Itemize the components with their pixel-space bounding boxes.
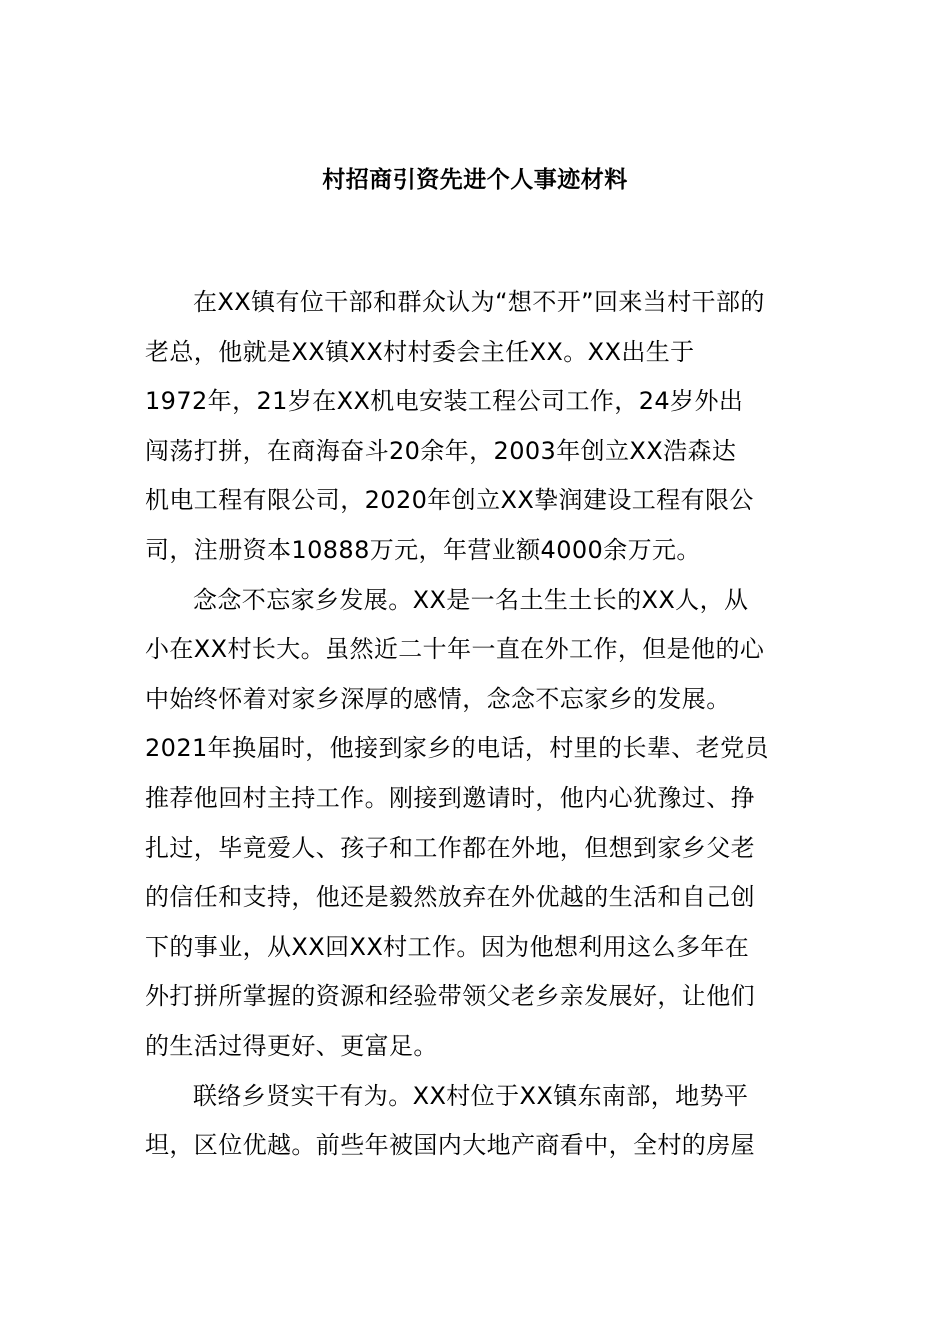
paragraph-line: 扎过，毕竟爱人、孩子和工作都在外地，但想到家乡父老 [145, 833, 755, 862]
paragraph-line: 的信任和支持，他还是毅然放弃在外优越的生活和自己创 [145, 883, 755, 912]
paragraph-line: 司，注册资本10888万元，年营业额4000余万元。 [145, 535, 701, 564]
paragraph-line: 联络乡贤实干有为。XX村位于XX镇东南部，地势平 [193, 1081, 749, 1110]
paragraph-line: 在XX镇有位干部和群众认为“想不开”回来当村干部的 [193, 288, 765, 316]
document-body [145, 278, 817, 1171]
paragraph-line: 老总，他就是XX镇XX村村委会主任XX。XX出生于 [145, 337, 695, 366]
paragraph-line: 的生活过得更好、更富足。 [145, 1031, 438, 1060]
paragraph-line: 中始终怀着对家乡深厚的感情，念念不忘家乡的发展。 [145, 684, 731, 713]
document-title: 村招商引资先进个人事迹材料 [322, 167, 628, 193]
paragraph-line: 闯荡打拼，在商海奋斗20余年，2003年创立XX浩森达 [145, 436, 737, 465]
paragraph-line: 小在XX村长大。虽然近二十年一直在外工作，但是他的心 [145, 635, 765, 664]
paragraph-line: 下的事业，从XX回XX村工作。因为他想利用这么多年在 [145, 932, 750, 961]
paragraph-line: 机电工程有限公司，2020年创立XX挚润建设工程有限公 [145, 486, 754, 515]
paragraph-line: 坦，区位优越。前些年被国内大地产商看中，全村的房屋 [145, 1131, 755, 1160]
paragraph-line: 外打拼所掌握的资源和经验带领父老乡亲发展好，让他们 [145, 982, 755, 1011]
paragraph-line: 推荐他回村主持工作。刚接到邀请时，他内心犹豫过、挣 [145, 783, 755, 812]
paragraph-line: 2021年换届时，他接到家乡的电话，村里的长辈、老党员 [145, 734, 769, 763]
paragraph-line: 1972年，21岁在XX机电安装工程公司工作，24岁外出 [145, 387, 744, 416]
paragraph-line: 念念不忘家乡发展。XX是一名土生土长的XX人，从 [193, 585, 749, 614]
